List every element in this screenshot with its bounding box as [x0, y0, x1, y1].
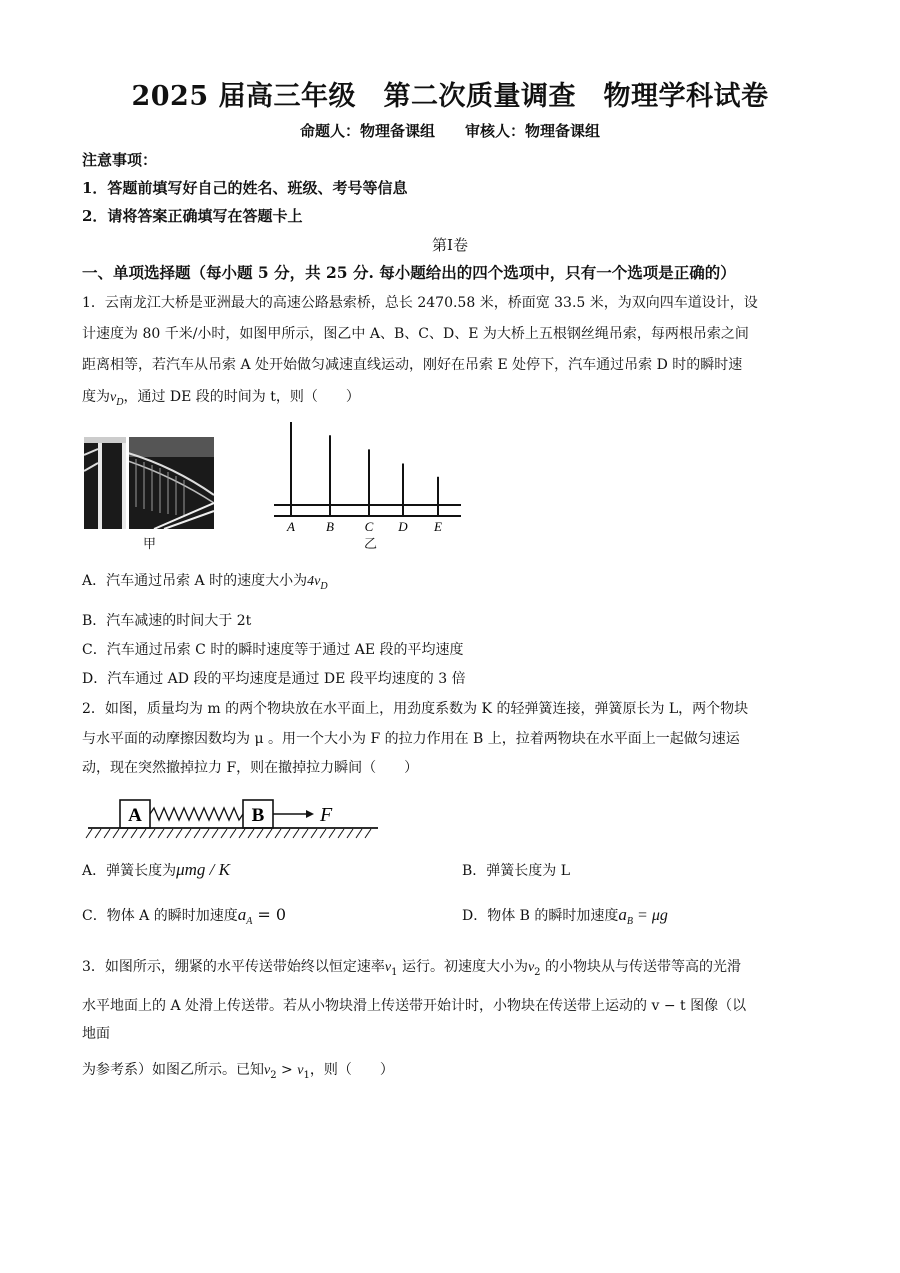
- math-sub: D: [320, 581, 328, 592]
- math-var: v: [264, 1063, 271, 1078]
- hatch-mark: [113, 829, 119, 838]
- spring: [150, 808, 243, 820]
- hatch-mark: [266, 829, 272, 838]
- hatch-mark: [356, 829, 362, 838]
- suspender-label: B: [326, 519, 334, 534]
- q1-line: 距离相等，若汽车从吊索 A 处开始做匀减速直线运动，刚好在吊索 E 处停下，汽车通过吊索 D 时的瞬时速: [82, 357, 743, 373]
- q3-line: 地面: [82, 1026, 110, 1042]
- bridge-photo: [84, 437, 214, 529]
- figure-b-label: 乙: [364, 537, 378, 552]
- ground-hatching: [86, 829, 371, 838]
- option-d[interactable]: D．汽车通过 AD 段的平均速度是通过 DE 段平均速度的 3 倍: [82, 671, 466, 687]
- math-var: a: [237, 905, 247, 924]
- hatch-mark: [302, 829, 308, 838]
- q2-line: 与水平面的动摩擦因数均为 μ 。用一个大小为 F 的拉力作用在 B 上，拉着两物块在水平面上一起做匀速运: [82, 731, 740, 747]
- text: 的小物块从与传送带等高的光滑: [540, 959, 741, 975]
- option-b[interactable]: B．弹簧长度为 L: [462, 863, 571, 879]
- math-operator: >: [276, 1062, 298, 1078]
- hatch-mark: [230, 829, 236, 838]
- hatch-mark: [140, 829, 146, 838]
- hatch-mark: [338, 829, 344, 838]
- hatch-mark: [185, 829, 191, 838]
- math-var: v: [297, 1063, 304, 1078]
- hatch-mark: [275, 829, 281, 838]
- hatch-mark: [104, 829, 110, 838]
- text: 度为: [82, 389, 110, 405]
- math-expr: μmg / K: [176, 860, 230, 879]
- option-text: A．汽车通过吊索 A 时的速度大小为: [82, 573, 308, 589]
- suspender-label: D: [398, 519, 408, 534]
- option-c[interactable]: C．汽车通过吊索 C 时的瞬时速度等于通过 AE 段的平均速度: [82, 642, 464, 658]
- hatch-mark: [365, 829, 371, 838]
- suspender-label: C: [364, 519, 374, 534]
- math-expr: = μg: [633, 907, 668, 924]
- hatch-mark: [131, 829, 137, 838]
- hatch-mark: [320, 829, 326, 838]
- note-item: 2．请将答案正确填写在答题卡上: [82, 207, 303, 225]
- suspender-label: A: [287, 519, 295, 534]
- force-label: F: [320, 804, 333, 826]
- text: ，则（ ）: [309, 1062, 394, 1078]
- hatch-mark: [176, 829, 182, 838]
- hatch-mark: [221, 829, 227, 838]
- text: 运行。初速度大小为: [397, 959, 528, 975]
- math-var: v: [110, 390, 117, 405]
- q1-line: 1．云南龙江大桥是亚洲最大的高速公路悬索桥，总长 2470.58 米，桥面宽 33.5 米，为双向四车道设计，设: [82, 295, 758, 311]
- math-var: v: [527, 960, 535, 975]
- hatch-mark: [86, 829, 92, 838]
- exam-authors: 命题人：物理备课组 审核人：物理备课组: [299, 122, 600, 140]
- q2-line: 动，现在突然撤掉拉力 F，则在撤掉拉力瞬间（ ）: [82, 760, 419, 776]
- option-text: C．物体 A 的瞬时加速度: [82, 908, 238, 924]
- math-sub: D: [116, 397, 124, 408]
- math-var: v: [384, 960, 392, 975]
- section-heading: 一、单项选择题（每小题 5 分，共 25 分. 每小题给出的四个选项中，只有一个选项是正确的）: [82, 263, 736, 282]
- figure-a-label: 甲: [143, 537, 157, 552]
- q3-line: [82, 956, 741, 978]
- q3-line: 水平地面上的 A 处滑上传送带。若从小物块滑上传送带开始计时，小物块在传送带上运动的 v − t 图像（以: [82, 998, 747, 1014]
- q1-line: [82, 386, 360, 408]
- hatch-mark: [239, 829, 245, 838]
- option-a[interactable]: [82, 570, 328, 592]
- option-c[interactable]: [82, 905, 286, 927]
- volume-heading: 第Ⅰ卷: [432, 236, 468, 254]
- math-expr: = 0: [252, 905, 287, 924]
- option-text: A．弹簧长度为: [82, 863, 177, 879]
- math-sub: 2: [534, 967, 541, 978]
- spring-blocks-diagram: [84, 792, 384, 842]
- hatch-mark: [257, 829, 263, 838]
- option-text: D．物体 B 的瞬时加速度: [462, 908, 619, 924]
- hatch-mark: [149, 829, 155, 838]
- text: ，通过 DE 段的时间为 t，则（ ）: [123, 389, 360, 405]
- math-var: a: [618, 905, 627, 924]
- hatch-mark: [212, 829, 218, 838]
- hatch-mark: [248, 829, 254, 838]
- hatch-mark: [311, 829, 317, 838]
- hatch-mark: [329, 829, 335, 838]
- hatch-mark: [203, 829, 209, 838]
- hatch-mark: [167, 829, 173, 838]
- math-sub: B: [626, 916, 634, 927]
- option-a[interactable]: [82, 860, 230, 880]
- text: 为参考系）如图乙所示。已知: [82, 1062, 264, 1078]
- q3-line: [82, 1059, 394, 1081]
- q2-line: 2．如图，质量均为 m 的两个物块放在水平面上，用劲度系数为 K 的轻弹簧连接，弹簧原长为 L，两个物块: [82, 701, 749, 717]
- hatch-mark: [347, 829, 353, 838]
- hatch-mark: [122, 829, 128, 838]
- math-expr: 4v: [307, 574, 321, 589]
- option-d[interactable]: [462, 905, 668, 927]
- text: 3．如图所示，绷紧的水平传送带始终以恒定速率: [82, 959, 385, 975]
- hatch-mark: [284, 829, 290, 838]
- notes-heading: 注意事项：: [82, 151, 158, 169]
- math-sub: 1: [391, 967, 398, 978]
- math-sub: A: [246, 916, 253, 927]
- hatch-mark: [95, 829, 101, 838]
- math-sub: 1: [303, 1070, 310, 1081]
- math-sub: 2: [270, 1070, 277, 1081]
- force-arrow-head: [306, 810, 314, 818]
- suspender-label: E: [434, 519, 442, 534]
- hatch-mark: [158, 829, 164, 838]
- hatch-mark: [194, 829, 200, 838]
- block-a-label: A: [128, 805, 142, 826]
- note-item: 1．答题前填写好自己的姓名、班级、考号等信息: [82, 179, 408, 197]
- page-title: 2025 届高三年级 第二次质量调查 物理学科试卷: [131, 81, 769, 112]
- suspender-diagram: [268, 415, 468, 545]
- q1-line: 计速度为 80 千米/小时，如图甲所示，图乙中 A、B、C、D、E 为大桥上五根钢丝绳吊索，每两根吊索之间: [82, 326, 749, 342]
- option-b[interactable]: B．汽车减速的时间大于 2t: [82, 613, 252, 629]
- block-b-label: B: [251, 805, 265, 826]
- hatch-mark: [293, 829, 299, 838]
